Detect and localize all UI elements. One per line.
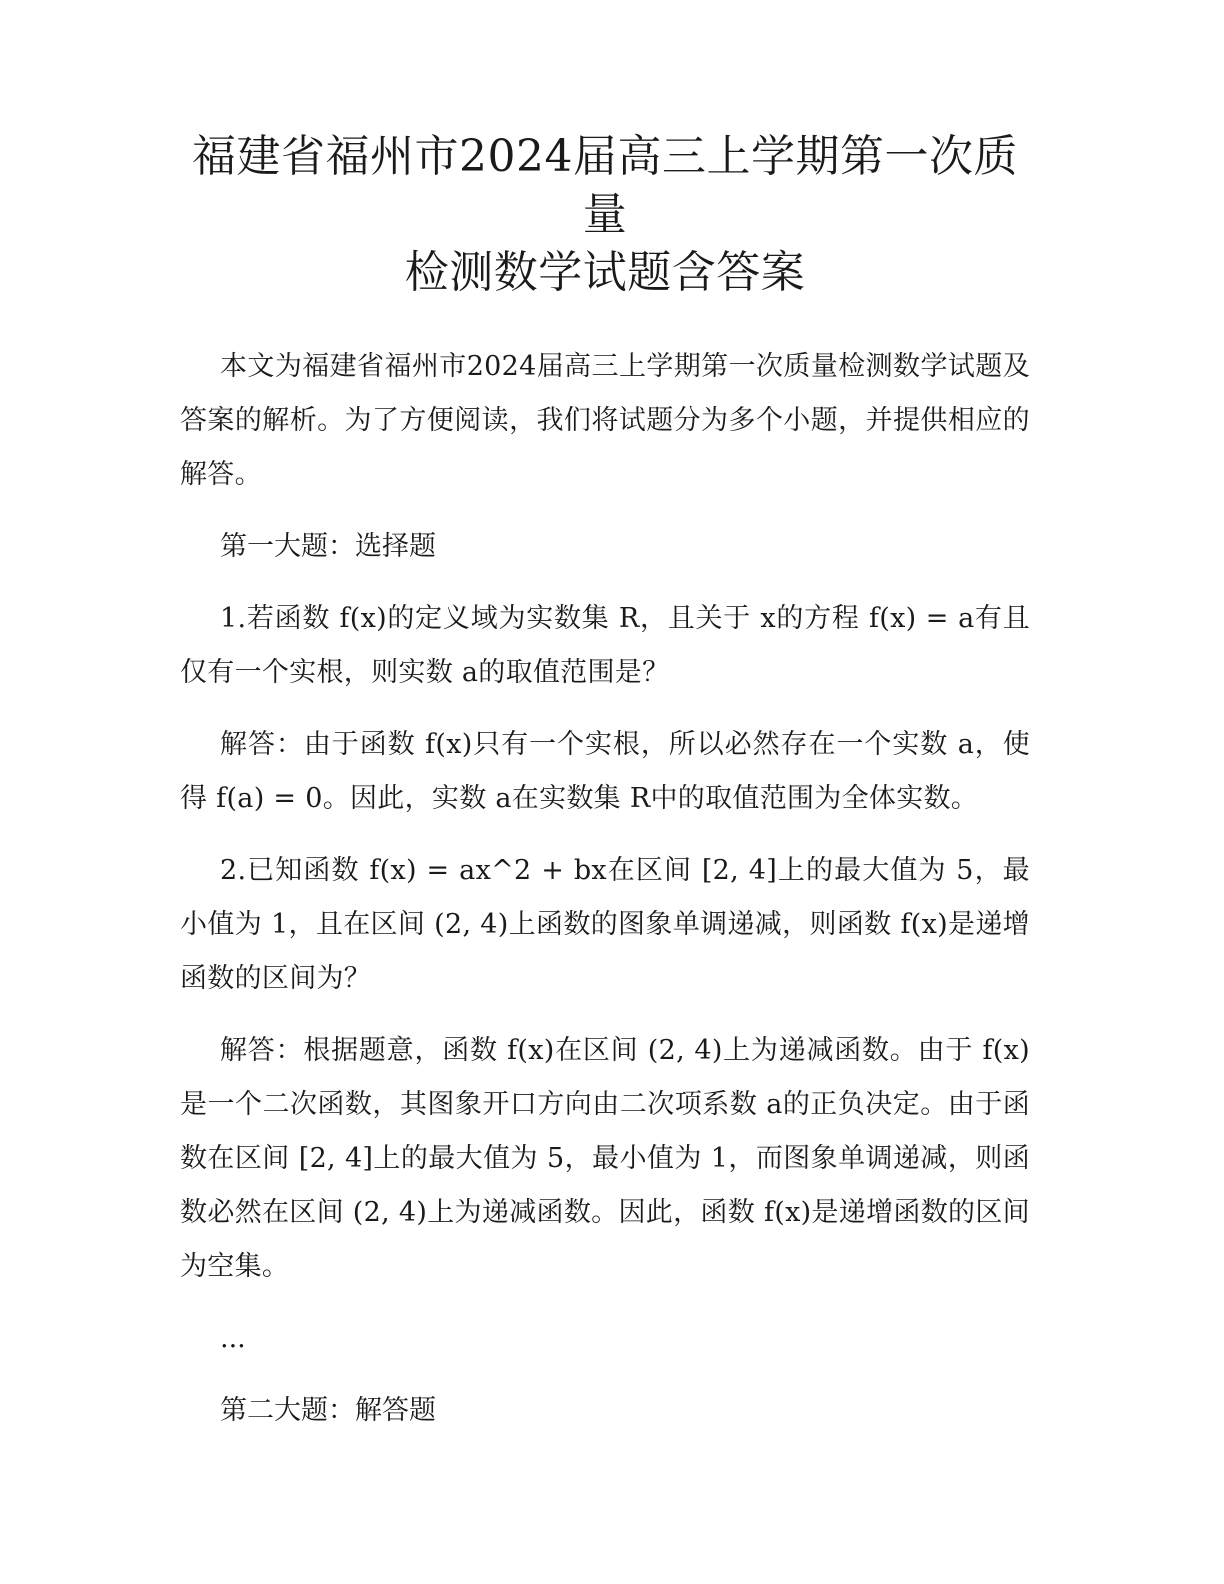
section-heading-choice: 第一大题：选择题 [220, 531, 436, 562]
document-page [180, 128, 1030, 1456]
section-heading-answer: 第二大题：解答题 [220, 1395, 436, 1426]
question-2: 2.已知函数 f(x) = ax^2 + bx在区间 [2, 4]上的最大值为 5，最小值为 1，且在区间 (2, 4)上函数的图象单调递减，则函数 f(x)是递增函数的区间为？ [180, 855, 1030, 994]
title-line-2: 检测数学试题含答案 [404, 247, 806, 298]
question-1: 1.若函数 f(x)的定义域为实数集 R，且关于 x的方程 f(x) = a有且仅有一个实根，则实数 a的取值范围是？ [180, 603, 1030, 688]
intro-paragraph: 本文为福建省福州市2024届高三上学期第一次质量检测数学试题及答案的解析。为了方便阅读，我们将试题分为多个小题，并提供相应的解答。 [180, 351, 1030, 490]
page-title [180, 128, 1030, 302]
answer-2: 解答：根据题意，函数 f(x)在区间 (2, 4)上为递减函数。由于 f(x)是一个二次函数，其图象开口方向由二次项系数 a的正负决定。由于函数在区间 [2, 4]上的最大值为 5，最小值为 1，而图象单调递减，则函数必然在区间 (2, 4)上为递减函数。因此，函数 f(x)是递增函数的区间为空集。 [180, 1035, 1030, 1282]
answer-1: 解答：由于函数 f(x)只有一个实根，所以必然存在一个实数 a，使得 f(a) = 0。因此，实数 a在实数集 R中的取值范围为全体实数。 [180, 729, 1030, 814]
title-line-1: 福建省福州市2024届高三上学期第一次质量 [192, 131, 1018, 240]
ellipsis: ... [220, 1323, 246, 1354]
